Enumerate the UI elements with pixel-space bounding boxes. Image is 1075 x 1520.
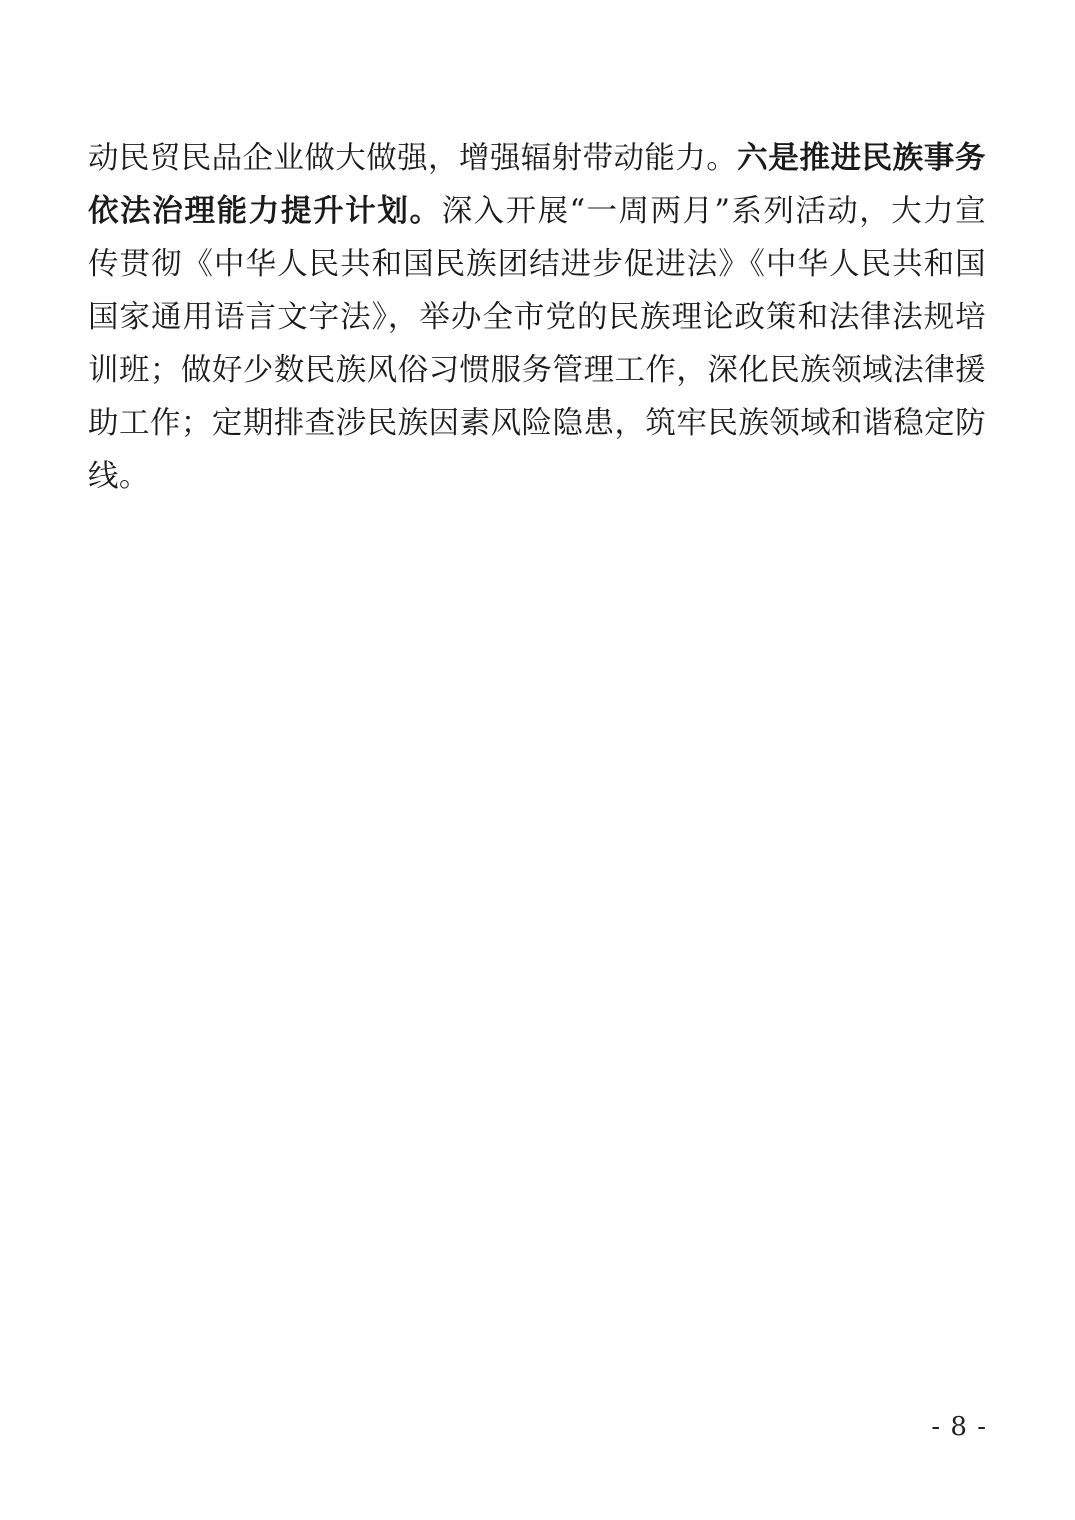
paragraph-segment-normal-trailing: 深入开展“一周两月”系列活动，大力宣传贯彻《中华人民共和国民族团结进步促进法》《中华人民共和国国家通用语言文字法》，举办全市党的民族理论政策和法律法规培训班；做好少数民族风俗习惯服务管理工作，深化民族领域法律援助工作；定期排查涉民族因素风险隐患，筑牢民族领域和谐稳定防线。 (88, 194, 986, 494)
body-paragraph (88, 132, 986, 503)
page-number: - 8 - (931, 1412, 987, 1442)
page-content (88, 132, 986, 503)
paragraph-segment-normal-leading: 动民贸民品企业做大做强，增强辐射带动能力。 (88, 141, 738, 176)
paragraph-segment-bold-heading: 六是推进民族事务依法治理能力提升计划。 (88, 140, 986, 229)
